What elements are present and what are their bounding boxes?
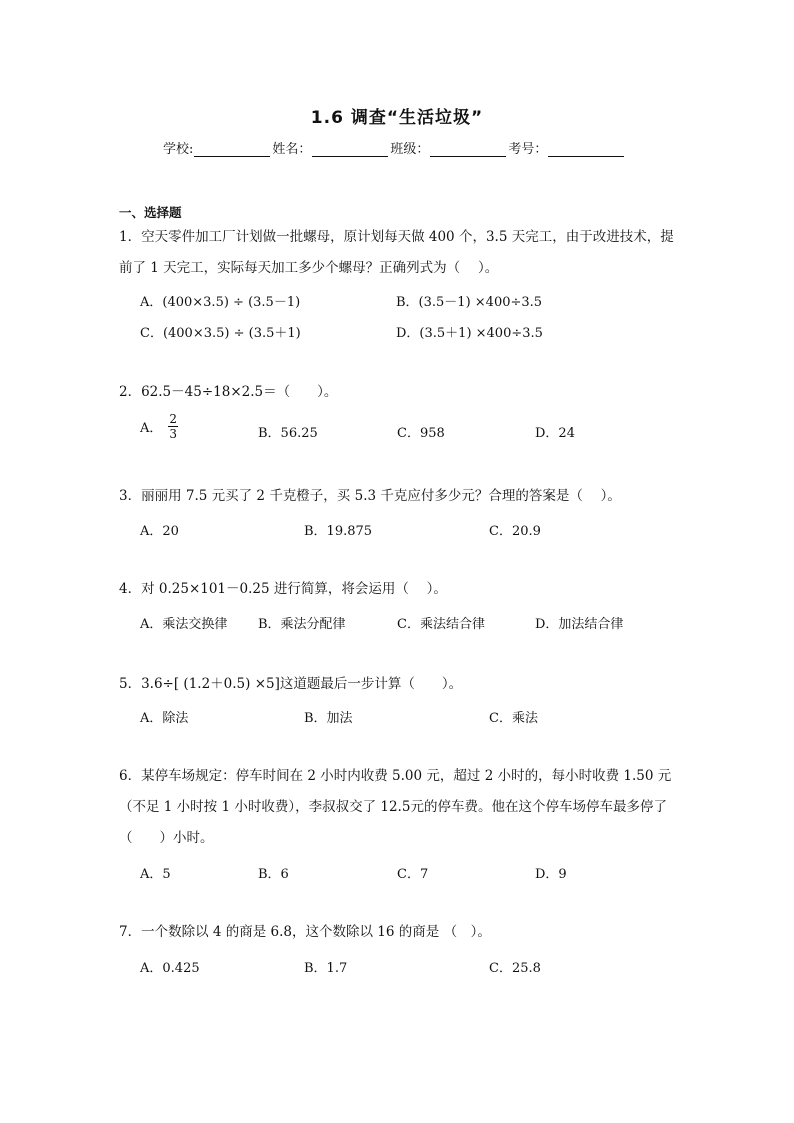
option-b[interactable]: B．19.875 bbox=[304, 524, 373, 539]
question-line: 2．62.5－45÷18×2.5＝（ ）。 bbox=[119, 384, 338, 400]
number-label: 考号： bbox=[508, 142, 548, 157]
question-line: 6．某停车场规定：停车时间在 2 小时内收费 5.00 元，超过 2 小时的，每小时收费 1.50 元 bbox=[119, 768, 672, 784]
question-line: （ ）小时。 bbox=[119, 830, 214, 846]
page-title: 1.6 调查“生活垃圾” bbox=[310, 108, 484, 128]
option-c[interactable]: C．乘法结合律 bbox=[397, 617, 485, 632]
question-line: 前了 1 天完工，实际每天加工多少个螺母？正确列式为（ ）。 bbox=[119, 260, 499, 276]
option-c[interactable]: C．(400×3.5) ÷ (3.5＋1) bbox=[140, 326, 301, 341]
school-blank[interactable] bbox=[194, 141, 270, 157]
option-a[interactable]: A．5 bbox=[140, 867, 171, 882]
option-c[interactable]: C．乘法 bbox=[489, 711, 538, 726]
option-c[interactable]: C．958 bbox=[397, 426, 445, 441]
name-blank[interactable] bbox=[312, 141, 388, 157]
number-blank[interactable] bbox=[548, 141, 624, 157]
section-title: 一、选择题 bbox=[119, 205, 182, 220]
option-d[interactable]: D．(3.5＋1) ×400÷3.5 bbox=[396, 326, 543, 341]
option-a[interactable]: A．0.425 bbox=[140, 961, 200, 976]
fraction bbox=[168, 412, 178, 441]
option-d[interactable]: D．9 bbox=[535, 867, 567, 882]
option-a-label: A． bbox=[140, 421, 163, 436]
question-7 bbox=[119, 917, 491, 948]
option-a[interactable]: A．除法 bbox=[140, 711, 189, 726]
name-label: 姓名： bbox=[272, 142, 312, 157]
option-b[interactable]: B．56.25 bbox=[258, 426, 318, 441]
option-b[interactable]: B．乘法分配律 bbox=[258, 617, 346, 632]
question-line: （不足 1 小时按 1 小时收费），李叔叔交了 12.5元的停车费。他在这个停车场停车最多停了 bbox=[119, 799, 667, 815]
school-label: 学校: bbox=[163, 142, 194, 157]
question-line: 1．空天零件加工厂计划做一批螺母，原计划每天做 400 个，3.5 天完工，由于改进技术，提 bbox=[119, 229, 674, 245]
option-a[interactable]: A．(400×3.5) ÷ (3.5－1) bbox=[140, 295, 301, 310]
option-a[interactable]: A．20 bbox=[140, 524, 179, 539]
question-line: 4．对 0.25×101－0.25 进行简算，将会运用（ ）。 bbox=[119, 581, 447, 597]
question-4 bbox=[119, 574, 447, 605]
question-line: 7．一个数除以 4 的商是 6.8，这个数除以 16 的商是 （ ）。 bbox=[119, 924, 491, 940]
option-c[interactable]: C．20.9 bbox=[489, 524, 541, 539]
class-label: 班级： bbox=[390, 142, 430, 157]
question-2 bbox=[119, 377, 337, 408]
option-c[interactable]: C．25.8 bbox=[489, 961, 541, 976]
question-line: 5．3.6÷[ (1.2＋0.5) ×5]这道题最后一步计算（ ）。 bbox=[119, 676, 463, 692]
fraction-numerator: 2 bbox=[169, 412, 178, 426]
option-a[interactable] bbox=[140, 412, 178, 441]
option-b[interactable]: B．6 bbox=[258, 867, 289, 882]
question-line: 3．丽丽用 7.5 元买了 2 千克橙子，买 5.3 千克应付多少元？合理的答案是（ ）。 bbox=[119, 488, 621, 504]
option-d[interactable]: D．加法结合律 bbox=[535, 617, 624, 632]
question-6 bbox=[119, 761, 671, 854]
question-1 bbox=[119, 222, 674, 284]
option-c[interactable]: C．7 bbox=[397, 867, 429, 882]
option-d[interactable]: D．24 bbox=[535, 426, 575, 441]
option-a[interactable]: A．乘法交换律 bbox=[140, 617, 228, 632]
class-blank[interactable] bbox=[430, 141, 506, 157]
fraction-denominator: 3 bbox=[169, 427, 178, 441]
option-b[interactable]: B．加法 bbox=[304, 711, 353, 726]
question-5 bbox=[119, 669, 462, 700]
option-b[interactable]: B．1.7 bbox=[304, 961, 348, 976]
question-3 bbox=[119, 481, 621, 512]
option-b[interactable]: B．(3.5－1) ×400÷3.5 bbox=[396, 295, 543, 310]
student-info-row bbox=[163, 138, 626, 157]
